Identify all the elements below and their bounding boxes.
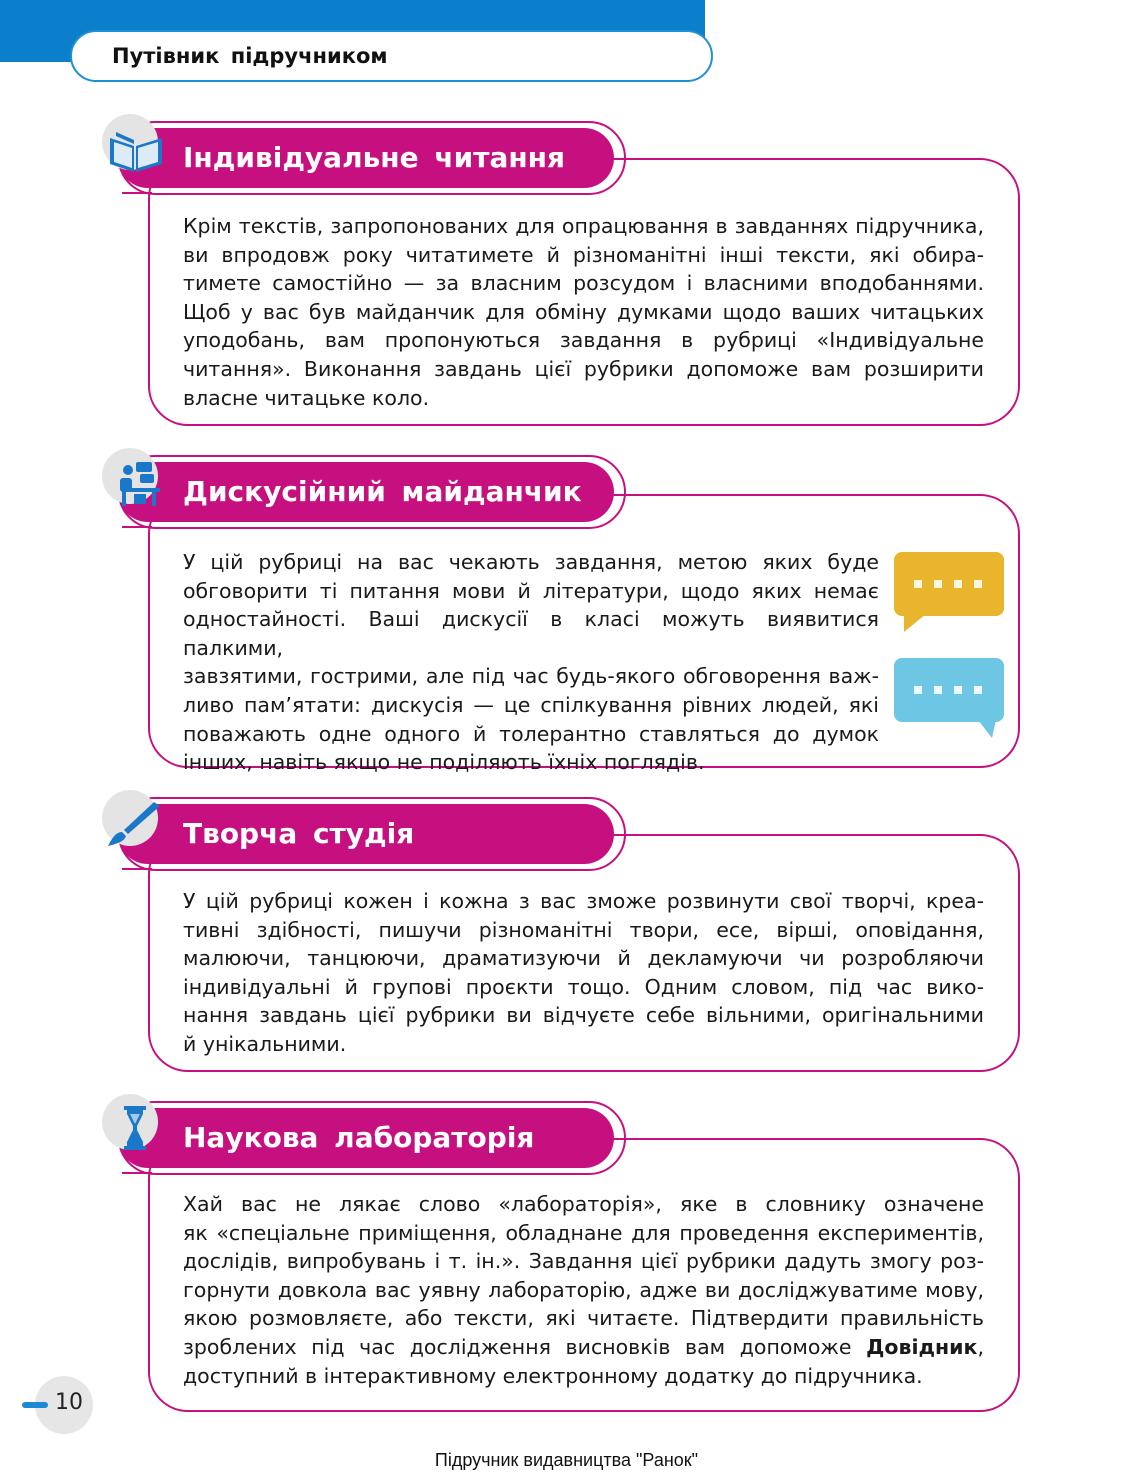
page-header-title: Путівник підручником (112, 44, 388, 68)
brush-icon (104, 800, 166, 848)
text-line-with-bold: зроблених під час дослідження висновків вам допоможе Довідник, (183, 1334, 984, 1359)
page-number-dash (22, 1402, 48, 1408)
section-title: Дискусійний майданчик (183, 475, 582, 508)
discussion-icon (104, 460, 166, 508)
section-title: Індивідуальне читання (183, 141, 566, 174)
yellow-speech-bubble-icon (892, 550, 1008, 634)
hourglass-icon (104, 1104, 166, 1152)
page-number: 10 (55, 1390, 83, 1415)
reference-book-term: Довідник (866, 1334, 978, 1359)
section-text: У цій рубриці кожен і кожна з вас зможе розвинути свої творчі, креа- тивні здібності, пишучи різноманітні твори, есе, вірші, оповідання, малюючи, танцюючи, драматизуючи й декламуючи чи розробляючи індивідуальні й групові проєкти тощо. Одним словом, під час вико- нання завдань цієї рубрики ви відчуєте себе вільними, оригінальними й унікальними. (183, 889, 984, 1056)
section-text: Хай вас не лякає слово «лабораторія», яке в словнику означене як «спеціальне приміщення, обладнане для проведення експериментів, дослідів, випробувань і т. ін.». Завдання цієї рубрики дадуть змогу роз- горнути довкола вас уявну лабораторію, адже ви досліджуватиме мову, якою розмовляєте, або тексти, які читаєте. Підтвердити правильність зроблених під час дослідження висновків вам допоможе Довідник, доступний в інтерактивному електронному додатку до підручника. (183, 1192, 984, 1388)
section-text: Крім текстів, запропонованих для опрацювання в завданнях підручника, ви впродовж року читатимете й різноманітні інші тексти, які обира- тимете самостійно — за власним розсудом і власними вподобаннями. Щоб у вас був майданчик для обміну думками щодо ваших читацьких уподобань, вам пропонуються завдання в рубриці «Індивідуальне читання». Виконання завдань цієї рубрики допоможе вам розширити власне читацьке коло. (183, 214, 984, 410)
section-title: Творча студія (183, 817, 415, 850)
blue-speech-bubble-icon (892, 656, 1008, 740)
section-title: Наукова лабораторія (183, 1121, 535, 1154)
banner-underline (122, 192, 152, 194)
banner-underline (122, 1172, 152, 1174)
banner-underline (122, 868, 152, 870)
banner-underline (122, 526, 152, 528)
section-text: У цій рубриці на вас чекають завдання, метою яких буде обговорити ті питання мови й літератури, щодо яких немає одностайності. Ваші дискусії в класі можуть виявитися палкими, завзятими, гострими, але під час будь-якого обговорення важ- ливо пам’ятати: дискусія — це спілкування рівних людей, які поважають одне одного й толерантно ставляться до думок інших, навіть якщо не поділяють їхніх поглядів. (183, 550, 879, 775)
publisher-footer: Підручник видавництва "Ранок" (434, 1450, 699, 1470)
book-icon (104, 128, 166, 176)
